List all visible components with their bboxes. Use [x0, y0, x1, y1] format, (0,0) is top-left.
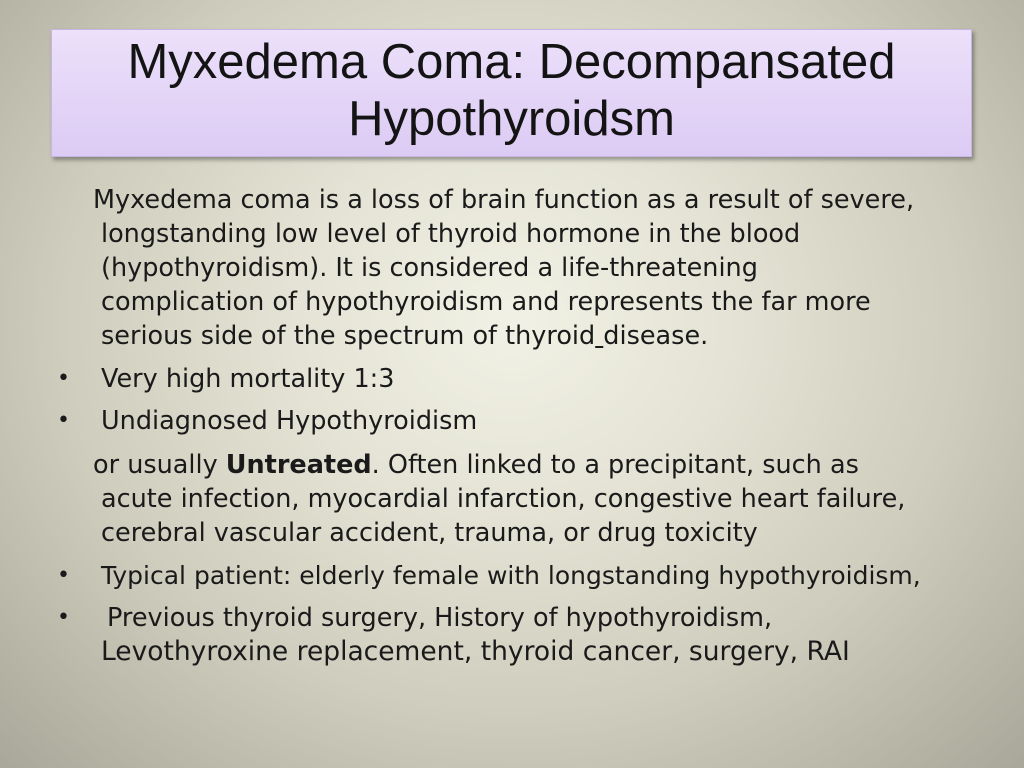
- bullet-marker: •: [57, 563, 70, 588]
- bullet-previous-line-2: Levothyroxine replacement, thyroid cancer, surgery, RAI: [101, 636, 850, 667]
- intro-line-5-text: serious side of the spectrum of thyroid: [101, 321, 596, 351]
- intro-line-5-end: disease.: [603, 321, 709, 351]
- intro-line-4: complication of hypothyroidism and represents the far more: [101, 287, 871, 317]
- untreated-line-1: [93, 448, 859, 482]
- untreated-prefix: or usually: [93, 450, 226, 480]
- bullet-marker: •: [57, 366, 70, 391]
- intro-line-1: Myxedema coma is a loss of brain function as a result of severe,: [93, 185, 915, 215]
- intro-line-5: [101, 319, 708, 353]
- bullet-marker: •: [57, 605, 70, 630]
- intro-line-2: longstanding low level of thyroid hormone in the blood: [101, 219, 801, 249]
- bullet-previous-line-1: Previous thyroid surgery, History of hypothyroidism,: [107, 603, 773, 633]
- intro-line-3: (hypothyroidism). It is considered a life-threatening: [101, 253, 758, 283]
- bullet-undiagnosed-text: Undiagnosed Hypothyroidism: [101, 406, 478, 436]
- untreated-bold: Untreated: [225, 450, 372, 480]
- slide-title-line-1: Myxedema Coma: Decompansated: [127, 35, 896, 89]
- bullet-marker: •: [57, 408, 70, 433]
- slide-title-line-2: Hypothyroidsm: [348, 92, 675, 146]
- untreated-line-2: acute infection, myocardial infarction, congestive heart failure,: [101, 484, 906, 514]
- bullet-typical-patient-text: Typical patient: elderly female with longstanding hypothyroidism,: [101, 561, 921, 590]
- untreated-line-3: cerebral vascular accident, trauma, or drug toxicity: [101, 518, 758, 548]
- untreated-line-1-rest: . Often linked to a precipitant, such as: [371, 450, 859, 480]
- bullet-mortality-text: Very high mortality 1:3: [101, 364, 395, 394]
